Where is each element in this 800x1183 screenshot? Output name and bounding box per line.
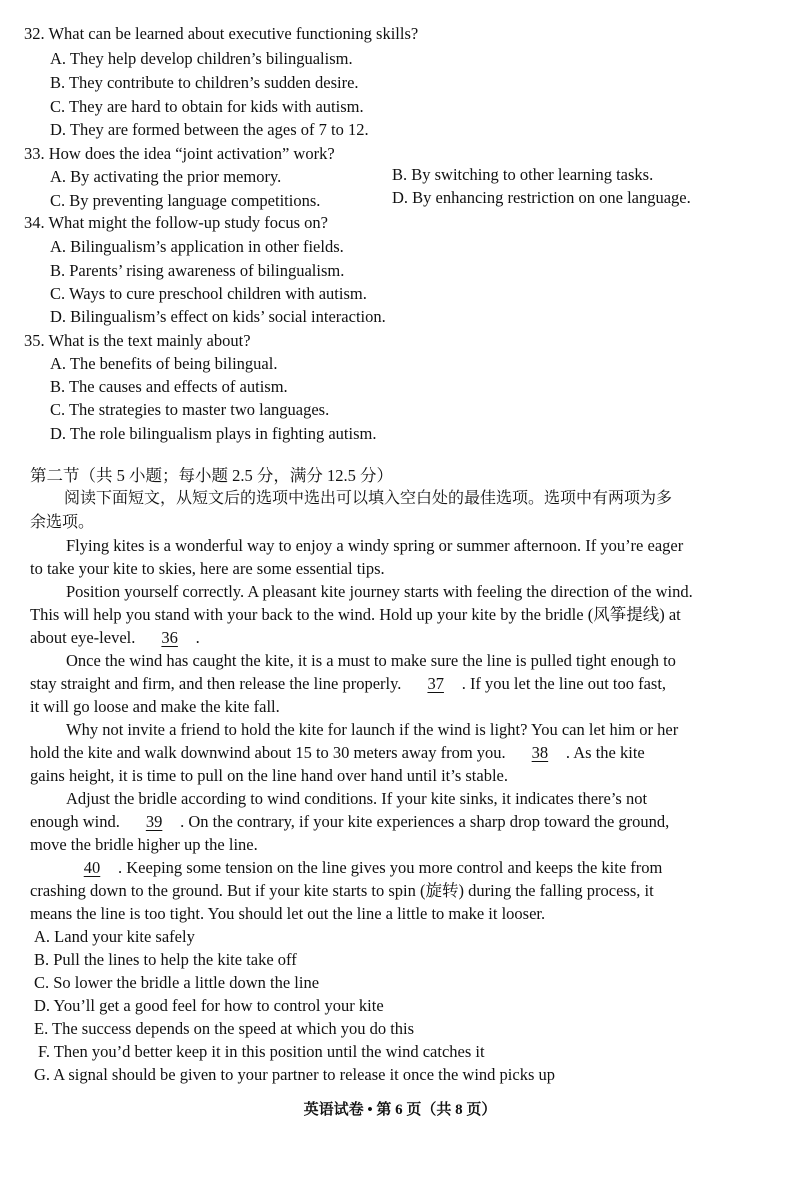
question-34-option-b: B. Parents’ rising awareness of bilingualism. [50, 261, 345, 280]
blank-40: 40 [83, 858, 101, 877]
page-footer: 英语试卷 • 第 6 页（共 8 页） [303, 1102, 497, 1118]
choice-g: G. A signal should be given to your partner to release it once the wind picks up [34, 1065, 556, 1084]
blank-36: 36 [161, 628, 178, 647]
passage-p1-line-1: Flying kites is a wonderful way to enjoy a windy spring or summer afternoon. If you’re eager [66, 536, 684, 555]
passage-p6-line-3: means the line is too tight. You should let out the line a little to make it looser. [30, 904, 546, 923]
passage-p6-line-1: 40 . Keeping some tension on the line gives you more control and keeps the kite from [66, 858, 662, 878]
question-35-stem: 35. What is the text mainly about? [24, 331, 251, 350]
choice-b: B. Pull the lines to help the kite take off [34, 950, 297, 969]
blank-37: 37 [427, 674, 444, 693]
question-33-option-c: C. By preventing language competitions. [50, 191, 321, 210]
passage-p6-line-2: crashing down to the ground. But if your kite starts to spin (旋转) during the falling process, it [30, 881, 654, 900]
question-34-stem: 34. What might the follow-up study focus on? [24, 213, 328, 232]
passage-p4-line-1: Why not invite a friend to hold the kite for launch if the wind is light? You can let him or her [66, 720, 679, 739]
passage-p3-line-1: Once the wind has caught the kite, it is a must to make sure the line is pulled tight enough to [66, 651, 676, 670]
question-34-option-c: C. Ways to cure preschool children with autism. [50, 284, 367, 303]
question-33-stem: 33. How does the idea “joint activation” work? [24, 144, 335, 163]
question-33-option-b: B. By switching to other learning tasks. [392, 165, 654, 184]
question-32-stem: 32. What can be learned about executive functioning skills? [24, 24, 419, 43]
choice-a: A. Land your kite safely [34, 927, 195, 946]
question-32-option-c: C. They are hard to obtain for kids with autism. [50, 97, 364, 116]
question-33-option-a: A. By activating the prior memory. [50, 167, 282, 186]
question-33-option-d: D. By enhancing restriction on one language. [392, 188, 691, 207]
section-2-instruction-line-1: 阅读下面短文，从短文后的选项中选出可以填入空白处的最佳选项。选项中有两项为多 [64, 490, 673, 507]
question-35-option-b: B. The causes and effects of autism. [50, 377, 288, 396]
section-2-instruction-line-2: 余选项。 [30, 514, 95, 531]
passage-p1-line-2: to take your kite to skies, here are some essential tips. [30, 559, 385, 578]
choice-f: F. Then you’d better keep it in this position until the wind catches it [38, 1042, 485, 1061]
section-2-heading: 第二节（共 5 小题；每小题 2.5 分，满分 12.5 分） [30, 466, 393, 485]
choice-e: E. The success depends on the speed at which you do this [34, 1019, 415, 1038]
question-34-option-d: D. Bilingualism’s effect on kids’ social interaction. [50, 307, 386, 326]
passage-p3-line-2: stay straight and firm, and then release the line properly. 37 . If you let the line out too fast, [30, 674, 667, 693]
passage-p3-line-3: it will go loose and make the kite fall. [30, 697, 280, 716]
passage-p5-line-1: Adjust the bridle according to wind conditions. If your kite sinks, it indicates there’s not [66, 789, 648, 808]
passage-p4-line-2: hold the kite and walk downwind about 15 to 30 meters away from you. 38 . As the kite [30, 743, 645, 762]
passage-p2-line-1: Position yourself correctly. A pleasant kite journey starts with feeling the direction of the wind. [66, 582, 693, 601]
blank-39: 39 [145, 812, 163, 831]
passage-p5-line-2: enough wind. 39 . On the contrary, if your kite experiences a sharp drop toward the ground, [30, 812, 670, 831]
passage-p5-line-3: move the bridle higher up the line. [30, 835, 258, 854]
choice-c: C. So lower the bridle a little down the line [34, 973, 320, 992]
question-35-option-d: D. The role bilingualism plays in fighting autism. [50, 424, 377, 443]
question-34-option-a: A. Bilingualism’s application in other fields. [50, 237, 344, 256]
question-35-option-c: C. The strategies to master two languages. [50, 400, 330, 419]
blank-38: 38 [531, 743, 549, 762]
passage-p2-line-2: This will help you stand with your back to the wind. Hold up your kite by the bridle (风筝提线) at [30, 605, 681, 624]
passage-p2-line-3: about eye-level. 36 . [30, 628, 200, 647]
question-32-option-b: B. They contribute to children’s sudden desire. [50, 73, 359, 92]
passage-p4-line-3: gains height, it is time to pull on the line hand over hand until it’s stable. [30, 766, 508, 785]
question-35-option-a: A. The benefits of being bilingual. [50, 354, 278, 373]
question-32-option-a: A. They help develop children’s bilingualism. [50, 49, 353, 68]
question-32-option-d: D. They are formed between the ages of 7 to 12. [50, 120, 369, 139]
choice-d: D. You’ll get a good feel for how to control your kite [34, 996, 384, 1015]
